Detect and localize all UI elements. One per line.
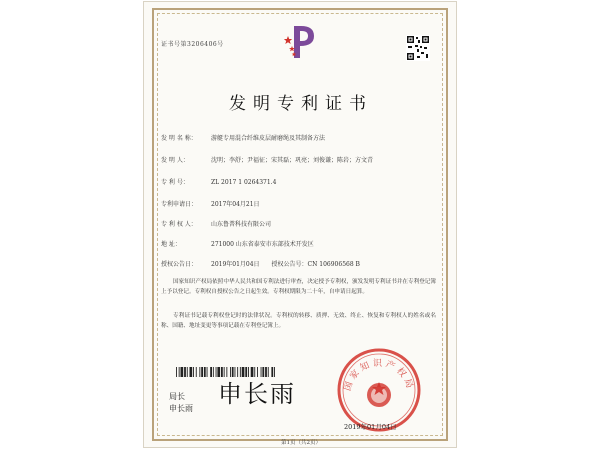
field-label: 专 利 号：	[161, 179, 189, 186]
signer-title-label: 局长	[169, 392, 185, 401]
qr-code-icon	[406, 35, 430, 61]
handwritten-signature: 申长雨	[218, 380, 296, 408]
field-value: ZL 2017 1 0264371.4	[211, 179, 277, 186]
svg-text:国家知识产权局: 国家知识产权局	[342, 358, 416, 393]
field-patent-number	[161, 177, 276, 186]
page-number: 第1页（共2页）	[281, 440, 321, 446]
field-value: 271000 山东省泰安市东部技术开发区	[211, 241, 314, 248]
field-label: 专 利 权 人：	[161, 221, 197, 228]
field-invention-name	[161, 133, 325, 142]
field-value: 2019年01月04日 授权公告号：CN 106906568 B	[211, 261, 360, 268]
field-value: 2017年04月21日	[211, 201, 260, 208]
signer-name-label: 申长雨	[169, 404, 193, 413]
field-value: 沈明；李舒；尹福征；宋其磊；巩亮；刘俊谦；陈岩；方文青	[211, 157, 374, 164]
field-application-date	[161, 199, 260, 208]
legal-status-paragraph: 专利证书记载专利权登记时的法律状况。专利权的转移、质押、无效、终止、恢复和专利权人的姓名或名称、国籍、地址变更等事项记载在专利登记簿上。	[161, 313, 436, 329]
certificate-number: 证书号第3206406号	[161, 41, 224, 48]
patent-certificate	[143, 1, 457, 448]
field-inventors	[161, 155, 373, 164]
field-label: 授权公告日：	[161, 261, 198, 268]
field-label: 专利申请日：	[161, 201, 198, 208]
cnipa-logo-icon	[284, 22, 322, 62]
field-patentee	[161, 219, 271, 228]
field-value: 游艇专用混合纤维皮层耐磨绳及其制备方法	[211, 135, 326, 142]
official-seal-icon	[336, 347, 422, 433]
grant-statement-paragraph: 国家知识产权局依照中华人民共和国专利法进行审查，决定授予专利权，颁发发明专利证书并在专利登记簿上予以登记。专利权自授权公告之日起生效。专利权期限为二十年，自申请日起算。	[161, 279, 436, 295]
certificate-title: 发明专利证书	[229, 94, 373, 114]
field-label: 地 址：	[161, 241, 181, 248]
field-grant-date	[161, 259, 360, 268]
seal-date: 2019年01月04日	[344, 423, 397, 431]
field-label: 发 明 名 称：	[161, 135, 197, 142]
field-value: 山东鲁普科技有限公司	[211, 221, 272, 228]
field-address	[161, 239, 314, 248]
field-label: 发 明 人：	[161, 157, 189, 164]
